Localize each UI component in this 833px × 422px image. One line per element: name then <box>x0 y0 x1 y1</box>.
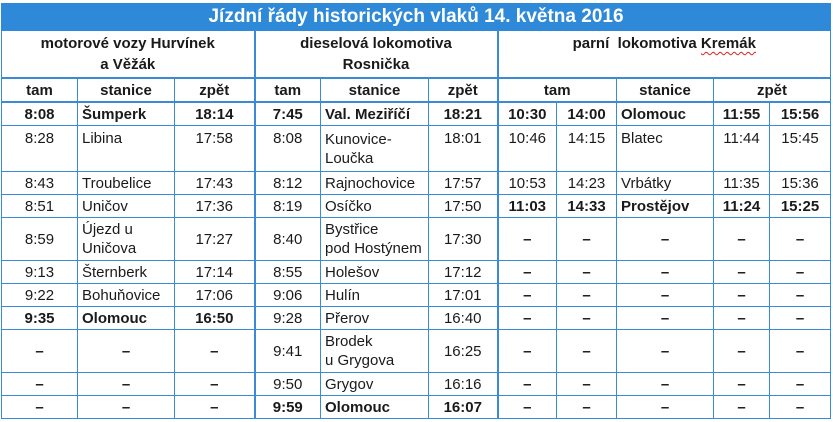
cell-stanice: Blatec <box>617 126 714 172</box>
cell-tam: 8:08 <box>2 102 78 126</box>
group-name-line1: motorové vozy Hurvínek <box>40 35 215 52</box>
cell-stanice: Prostějov <box>617 195 714 218</box>
cell-tam: 14:00 <box>557 102 617 126</box>
table-row <box>2 396 831 419</box>
cell-dash: – <box>617 307 714 330</box>
group-name-line1: dieselová lokomotiva <box>300 35 452 52</box>
table-row <box>2 330 831 373</box>
group-name-kremak: Kremák <box>700 35 756 52</box>
cell-tam: 8:19 <box>255 195 321 218</box>
cell-tam: 8:12 <box>255 172 321 195</box>
cell-zpet: 16:16 <box>429 373 498 396</box>
table-row <box>2 307 831 330</box>
col-header-tam: tam <box>255 78 321 102</box>
cell-zpet: 11:35 <box>714 172 770 195</box>
cell-dash: – <box>770 330 831 373</box>
cell-tam: 9:50 <box>255 373 321 396</box>
cell-stanice: Libina <box>78 126 175 172</box>
cell-zpet: 15:56 <box>770 102 831 126</box>
cell-stanice: Přerov <box>321 307 429 330</box>
cell-zpet: 18:14 <box>175 102 255 126</box>
cell-zpet: 11:24 <box>714 195 770 218</box>
cell-zpet: 17:27 <box>175 218 255 261</box>
cell-dash: – <box>770 396 831 419</box>
cell-tam: 10:46 <box>498 126 557 172</box>
cell-dash: – <box>557 330 617 373</box>
cell-zpet: 17:12 <box>429 261 498 284</box>
cell-tam: 9:28 <box>255 307 321 330</box>
cell-dash: – <box>498 284 557 307</box>
group-kremak <box>498 31 831 79</box>
cell-dash: – <box>557 396 617 419</box>
cell-stanice: Vrbátky <box>617 172 714 195</box>
cell-dash: – <box>498 307 557 330</box>
cell-dash: – <box>714 218 770 261</box>
station-line2: Uničova <box>82 240 137 257</box>
cell-stanice: Olomouc <box>321 396 429 419</box>
cell-tam: 9:59 <box>255 396 321 419</box>
cell-tam: 10:30 <box>498 102 557 126</box>
cell-dash: – <box>714 261 770 284</box>
cell-tam: 9:41 <box>255 330 321 373</box>
cell-dash: – <box>78 396 175 419</box>
cell-zpet: 17:57 <box>429 172 498 195</box>
cell-zpet: 16:07 <box>429 396 498 419</box>
cell-stanice: Osíčko <box>321 195 429 218</box>
cell-tam: 9:22 <box>2 284 78 307</box>
cell-dash: – <box>770 261 831 284</box>
station-line2: Loučka <box>325 149 374 167</box>
cell-dash: – <box>617 284 714 307</box>
cell-dash: – <box>714 373 770 396</box>
cell-tam: 9:35 <box>2 307 78 330</box>
cell-zpet: 18:01 <box>429 126 498 172</box>
cell-tam: 8:43 <box>2 172 78 195</box>
table-row <box>2 172 831 195</box>
timetable-title: Jízdní řády historických vlaků 14. května 2016 <box>2 4 831 31</box>
table-row <box>2 218 831 261</box>
cell-dash: – <box>78 330 175 373</box>
cell-zpet: 16:40 <box>429 307 498 330</box>
cell-dash: – <box>770 218 831 261</box>
cell-dash: – <box>770 373 831 396</box>
cell-dash: – <box>617 261 714 284</box>
cell-zpet: 17:58 <box>175 126 255 172</box>
cell-dash: – <box>78 373 175 396</box>
group-rosnicka <box>255 31 498 79</box>
cell-dash: – <box>770 307 831 330</box>
cell-tam: 9:13 <box>2 261 78 284</box>
table-row <box>2 373 831 396</box>
cell-tam: 8:59 <box>2 218 78 261</box>
cell-tam: 8:51 <box>2 195 78 218</box>
cell-stanice: Uničov <box>78 195 175 218</box>
table-row <box>2 195 831 218</box>
col-header-zpet: zpět <box>175 78 255 102</box>
cell-dash: – <box>2 396 78 419</box>
cell-dash: – <box>557 307 617 330</box>
station-line1: Bystřice <box>325 221 379 238</box>
col-header-stanice: stanice <box>78 78 175 102</box>
cell-tam: 8:08 <box>255 126 321 172</box>
group-name-line2: a Věžák <box>100 56 156 73</box>
station-line2: pod Hostýnem <box>325 240 422 257</box>
cell-stanice: Šumperk <box>78 102 175 126</box>
cell-zpet: 17:50 <box>429 195 498 218</box>
cell-zpet: 16:25 <box>429 330 498 373</box>
table-row <box>2 126 831 172</box>
group-name-line2: Rosnička <box>342 56 410 73</box>
cell-tam: 14:33 <box>557 195 617 218</box>
timetable <box>1 3 831 419</box>
cell-tam: 9:06 <box>255 284 321 307</box>
cell-zpet: 16:50 <box>175 307 255 330</box>
cell-zpet: 17:01 <box>429 284 498 307</box>
cell-dash: – <box>714 284 770 307</box>
cell-dash: – <box>498 330 557 373</box>
table-row <box>2 261 831 284</box>
cell-zpet: 18:21 <box>429 102 498 126</box>
cell-zpet: 17:43 <box>175 172 255 195</box>
cell-tam: 14:15 <box>557 126 617 172</box>
group-name-prefix: parní lokomotiva <box>572 35 701 52</box>
col-header-stanice: stanice <box>617 78 714 102</box>
table-row <box>2 102 831 126</box>
col-header-tam: tam <box>498 78 617 102</box>
cell-dash: – <box>714 396 770 419</box>
cell-dash: – <box>617 330 714 373</box>
cell-tam: 11:03 <box>498 195 557 218</box>
cell-dash: – <box>175 373 255 396</box>
cell-dash: – <box>557 373 617 396</box>
cell-dash: – <box>2 373 78 396</box>
cell-stanice: Troubelice <box>78 172 175 195</box>
station-line2: u Grygova <box>325 352 395 369</box>
station-line1: Újezd u <box>82 221 133 238</box>
group-hurvinek-vezak <box>2 31 255 79</box>
cell-stanice: Holešov <box>321 261 429 284</box>
cell-dash: – <box>557 284 617 307</box>
cell-stanice <box>321 126 429 172</box>
cell-tam: 8:40 <box>255 218 321 261</box>
cell-tam: 8:28 <box>2 126 78 172</box>
cell-dash: – <box>175 330 255 373</box>
station-line1: Kunovice- <box>325 130 392 148</box>
cell-dash: – <box>617 396 714 419</box>
cell-dash: – <box>498 261 557 284</box>
cell-zpet: 17:36 <box>175 195 255 218</box>
cell-dash: – <box>617 373 714 396</box>
cell-tam: 14:23 <box>557 172 617 195</box>
cell-stanice <box>78 218 175 261</box>
cell-zpet: 15:36 <box>770 172 831 195</box>
cell-zpet: 11:55 <box>714 102 770 126</box>
cell-zpet: 11:44 <box>714 126 770 172</box>
cell-tam: 10:53 <box>498 172 557 195</box>
cell-dash: – <box>714 330 770 373</box>
cell-dash: – <box>770 284 831 307</box>
cell-stanice: Grygov <box>321 373 429 396</box>
cell-stanice: Šternberk <box>78 261 175 284</box>
cell-stanice: Olomouc <box>78 307 175 330</box>
col-header-tam: tam <box>2 78 78 102</box>
station-line1: Brodek <box>325 333 373 350</box>
cell-stanice: Rajnochovice <box>321 172 429 195</box>
cell-dash: – <box>617 218 714 261</box>
cell-zpet: 15:25 <box>770 195 831 218</box>
cell-dash: – <box>498 373 557 396</box>
cell-dash: – <box>498 396 557 419</box>
cell-dash: – <box>714 307 770 330</box>
cell-dash: – <box>557 218 617 261</box>
cell-dash: – <box>498 218 557 261</box>
col-header-stanice: stanice <box>321 78 429 102</box>
cell-stanice <box>321 218 429 261</box>
cell-zpet: 17:14 <box>175 261 255 284</box>
col-header-zpet: zpět <box>429 78 498 102</box>
cell-stanice: Olomouc <box>617 102 714 126</box>
cell-zpet: 17:30 <box>429 218 498 261</box>
cell-stanice: Hulín <box>321 284 429 307</box>
cell-tam: 8:55 <box>255 261 321 284</box>
table-row <box>2 284 831 307</box>
cell-dash: – <box>175 396 255 419</box>
cell-zpet: 17:06 <box>175 284 255 307</box>
cell-tam: 7:45 <box>255 102 321 126</box>
col-header-zpet: zpět <box>714 78 831 102</box>
cell-dash: – <box>2 330 78 373</box>
cell-stanice <box>321 330 429 373</box>
cell-stanice: Val. Meziříčí <box>321 102 429 126</box>
cell-zpet: 15:45 <box>770 126 831 172</box>
cell-dash: – <box>557 261 617 284</box>
cell-stanice: Bohuňovice <box>78 284 175 307</box>
